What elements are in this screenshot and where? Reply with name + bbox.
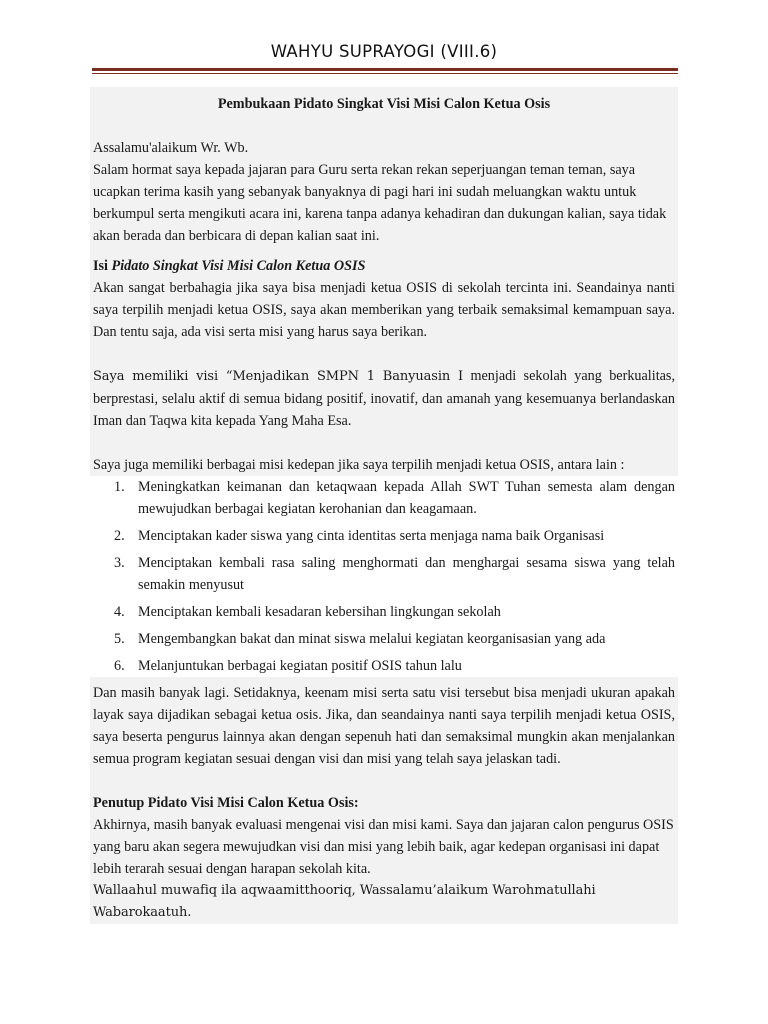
misi-intro: Saya juga memiliki berbagai misi kedepan jika saya terpilih menjadi ketua OSIS, antara lain : — [93, 457, 625, 473]
speech-body — [90, 87, 678, 924]
isi-heading — [90, 255, 678, 277]
list-item-text: Melanjuntukan berbagai kegiatan positif OSIS tahun lalu — [138, 658, 462, 674]
opening-paragraph: Salam hormat saya kepada jajaran para Guru serta rekan rekan seperjuangan teman teman, saya ucapkan terima kasih yang sebanyak banyaknya di pagi hari ini sudah meluangkan waktu untuk berkumpul serta mengikuti acara ini, karena tanpa adanya kehadiran dan dukungan kalian, saya tidak akan berada dan berbicara di depan kalian saat ini. — [93, 162, 667, 244]
document-header-author: WAHYU SUPRAYOGI (VIII.6) — [270, 42, 498, 61]
isi-heading-prefix: Isi — [93, 258, 112, 274]
penutup-heading: Penutup Pidato Visi Misi Calon Ketua Osis: — [93, 795, 359, 811]
header-rule-thin — [92, 73, 678, 74]
visi-rest: menjadi sekolah yang berkualitas, berprestasi, selalu aktif di semua bidang positif, inovatif, dan amanah yang kesemuanya berlandaskan Iman dan Taqwa kita kepada Yang Maha Esa. — [93, 368, 675, 429]
list-item-number: 3. — [114, 555, 125, 571]
isi-heading-italic: Pidato Singkat Visi Misi Calon Ketua OSIS — [111, 258, 366, 274]
greeting: Assalamu'alaikum Wr. Wb. — [93, 140, 249, 156]
list-item-text: Meningkatkan keimanan dan ketaqwaan kepada Allah SWT Tuhan semesta alam dengan mewujudkan berbagai kegiatan kerohanian dan keagamaan. — [138, 479, 675, 517]
list-item-number: 1. — [114, 479, 125, 495]
closing-salutation: Wallaahul muwafiq ila aqwaamitthooriq, Wassalamu’alaikum Warohmatullahi Wabarokaatuh. — [93, 883, 596, 920]
list-item-number: 4. — [114, 604, 125, 620]
list-item-number: 6. — [114, 658, 125, 674]
list-item — [90, 655, 678, 677]
visi-lead: Saya memiliki visi “Menjadikan SMPN 1 Banyuasin I — [93, 369, 464, 384]
misi-list — [90, 476, 678, 677]
list-item — [90, 601, 678, 623]
list-item — [90, 476, 678, 520]
list-item — [90, 525, 678, 547]
list-item — [90, 628, 678, 650]
list-item-number: 2. — [114, 528, 125, 544]
penutup-paragraph: Akhirnya, masih banyak evaluasi mengenai visi dan misi kami. Saya dan jajaran calon pengurus OSIS yang baru akan segera mewujudkan visi dan misi yang lebih baik, agar kedepan organisasi ini dapat lebih terarah sesuai dengan harapan sekolah kita. — [93, 817, 674, 877]
list-item-text: Mengembangkan bakat dan minat siswa melalui kegiatan keorganisasian yang ada — [138, 631, 606, 647]
visi-paragraph — [90, 365, 678, 432]
list-item-number: 5. — [114, 631, 125, 647]
list-item-text: Menciptakan kader siswa yang cinta identitas serta menjaga nama baik Organisasi — [138, 528, 605, 544]
isi-paragraph: Akan sangat berbahagia jika saya bisa menjadi ketua OSIS di sekolah tercinta ini. Seandainya nanti saya terpilih menjadi ketua OSIS, saya akan memberikan yang terbaik semaksimal kemampuan saya. Dan tentu saja, ada visi serta misi yang harus saya berikan. — [93, 280, 675, 340]
header-rule-thick — [92, 68, 678, 71]
speech-title: Pembukaan Pidato Singkat Visi Misi Calon Ketua Osis — [217, 96, 551, 112]
list-item — [90, 552, 678, 596]
list-item-text: Menciptakan kembali rasa saling menghormati dan menghargai sesama siswa yang telah semakin menyusut — [138, 555, 675, 593]
closing-paragraph: Dan masih banyak lagi. Setidaknya, keenam misi serta satu visi tersebut bisa menjadi ukuran apakah layak saya dijadikan sebagai ketua osis. Jika, dan seandainya nanti saya terpilih menjadi ketua OSIS, saya beserta pengurus lainnya akan dengan sepenuh hati dan semaksimal mungkin akan menjalankan semua program kegiatan sesuai dengan visi dan misi yang telah saya jelaskan tadi. — [93, 685, 675, 767]
list-item-text: Menciptakan kembali kesadaran kebersihan lingkungan sekolah — [138, 604, 501, 620]
